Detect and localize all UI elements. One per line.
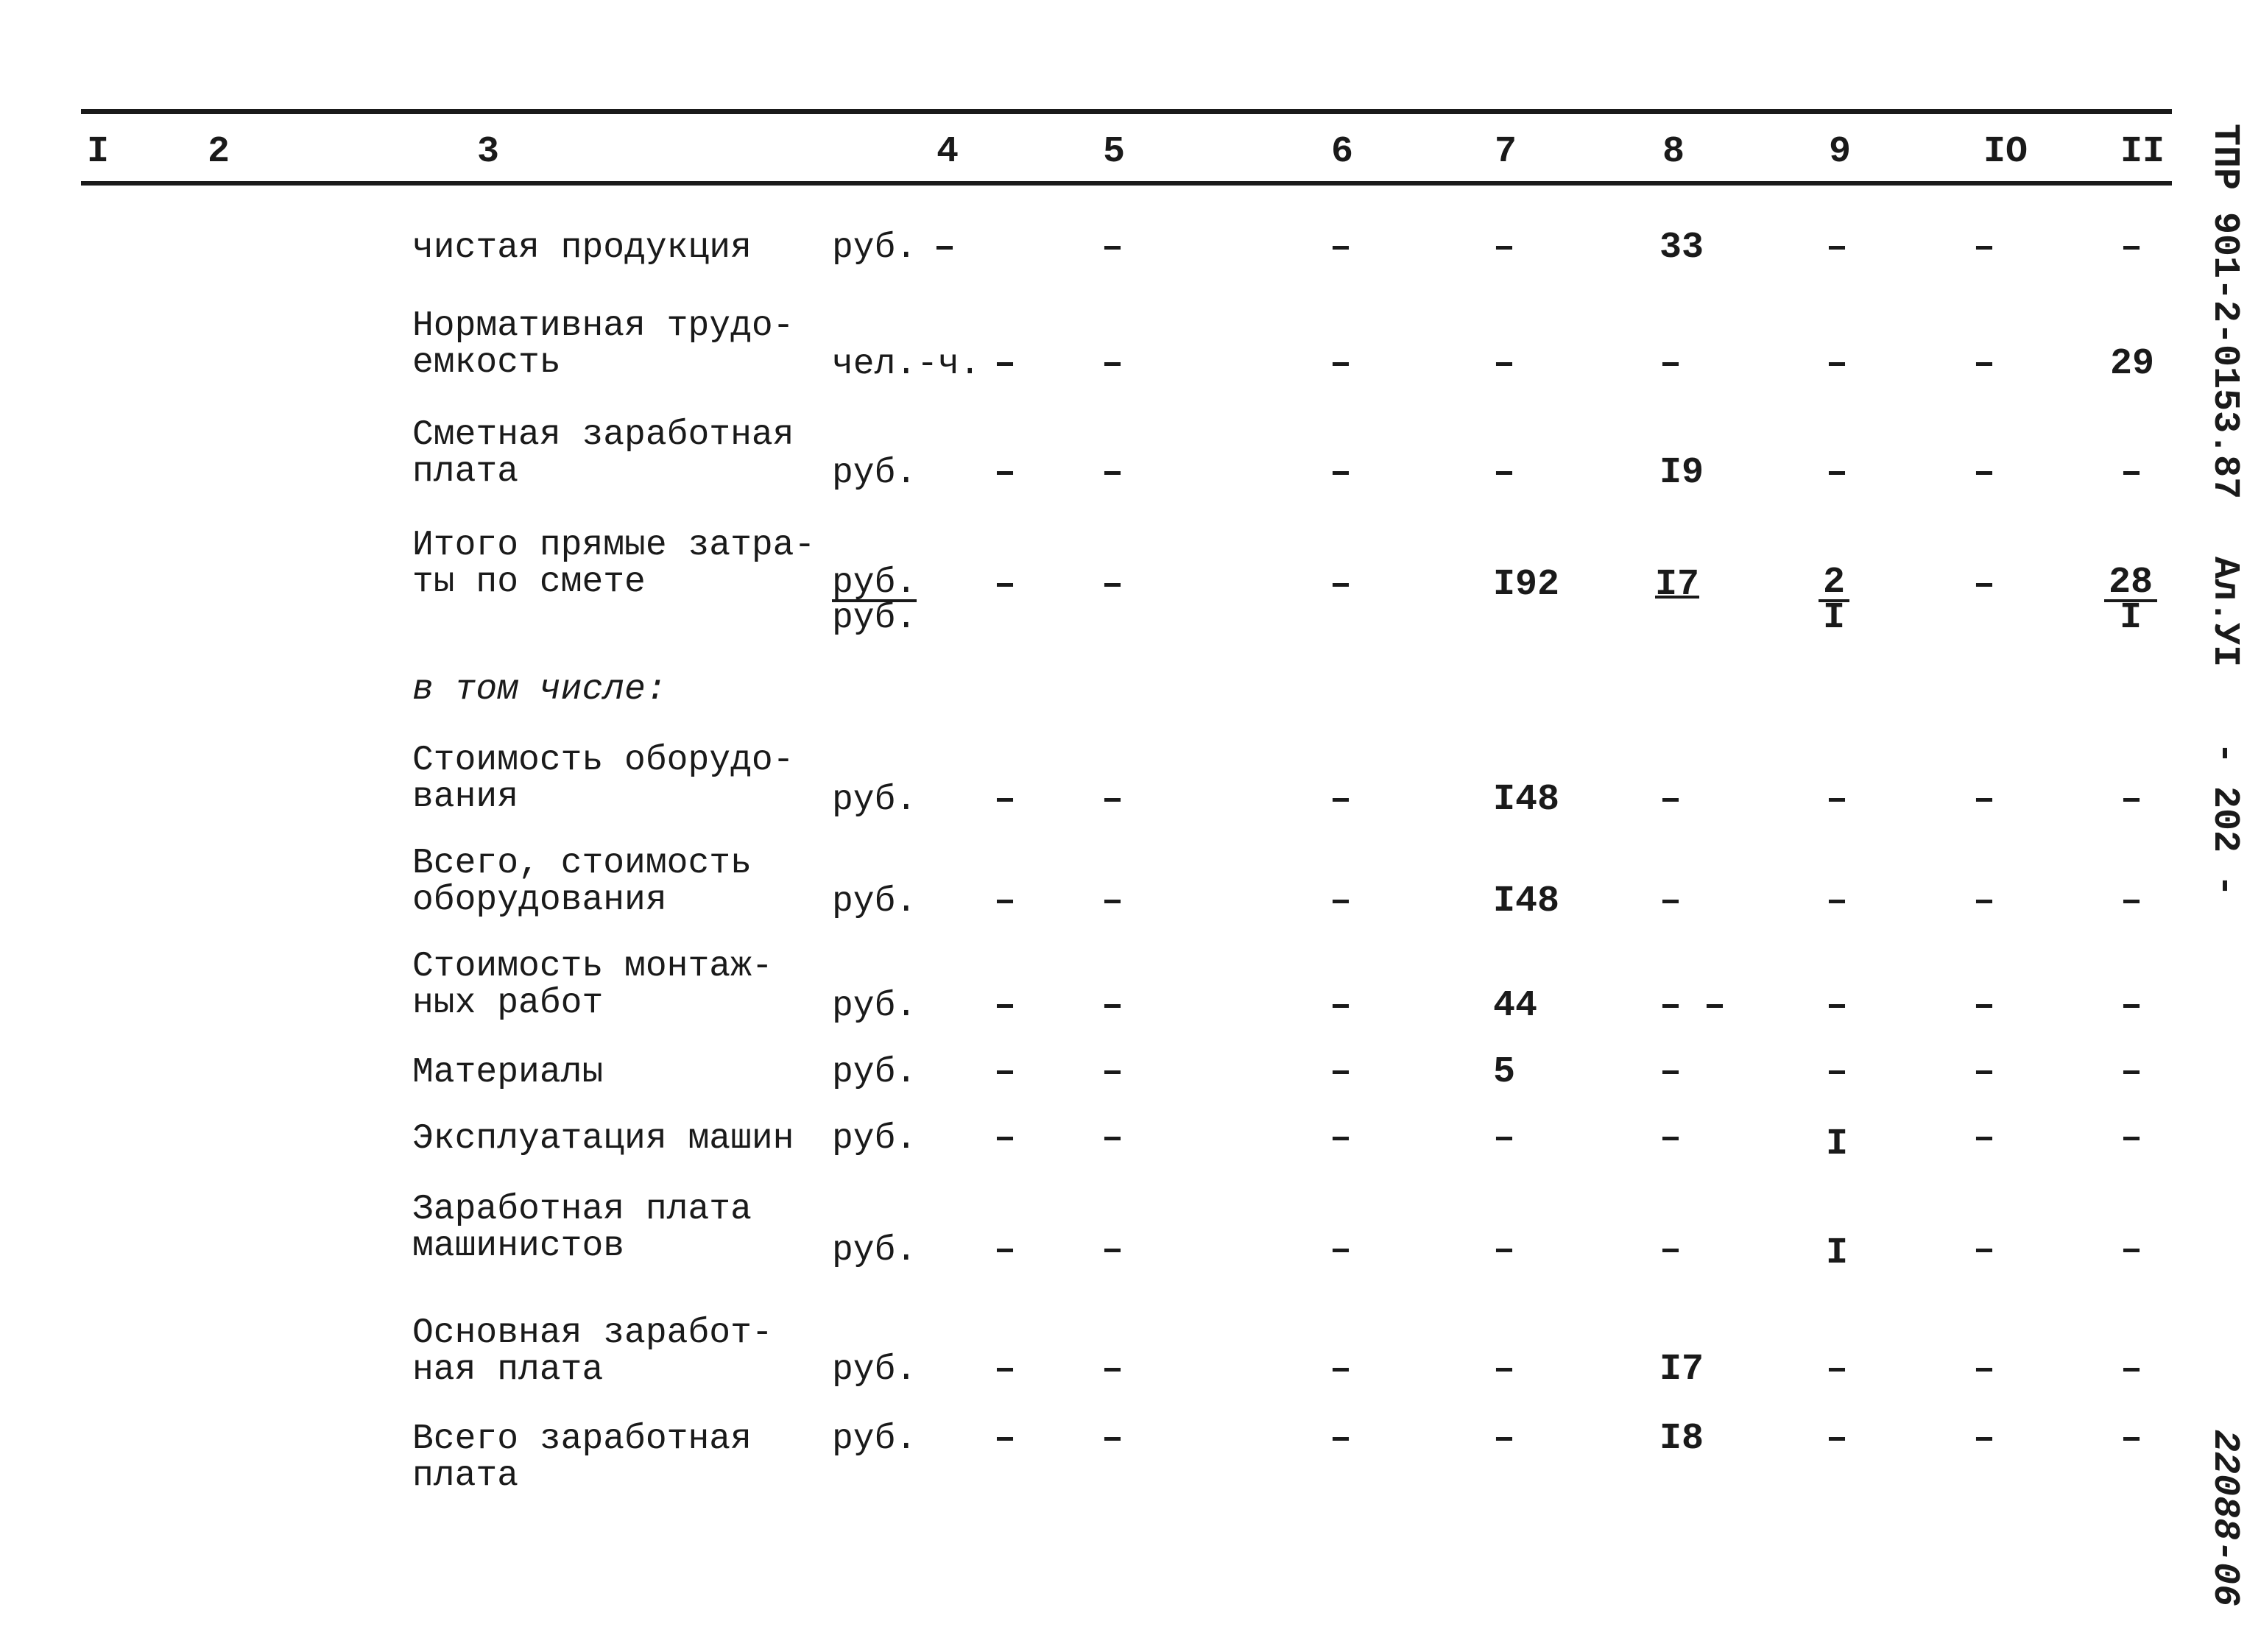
- cell-col-7: I92: [1493, 564, 1560, 606]
- cell-col-10: –: [1973, 564, 1996, 606]
- cell-col-9: –: [1826, 880, 1849, 922]
- cell-col-10: –: [1973, 1118, 1996, 1159]
- cell-col-11: [2104, 562, 2157, 639]
- row-label: Нормативная трудо- емкость: [412, 306, 794, 383]
- cell-col-8: –: [1659, 1118, 1682, 1159]
- cell-col-11: –: [2120, 452, 2143, 494]
- row-label: Материалы: [412, 1053, 604, 1092]
- cell-col-9: –: [1826, 1349, 1849, 1391]
- cell-col-7: –: [1493, 1229, 1516, 1271]
- cell-col-4: –: [994, 880, 1017, 922]
- cell-col-8: –: [1659, 343, 1682, 385]
- page-number: - 202 -: [2204, 742, 2246, 897]
- cell-col-9: –: [1826, 779, 1849, 821]
- cell-col-7: I48: [1493, 779, 1560, 821]
- column-header-11: II: [2120, 131, 2165, 173]
- cell-col-6: –: [1330, 1051, 1352, 1093]
- column-header-7: 7: [1495, 131, 1517, 173]
- row-label: Заработная плата машинистов: [412, 1190, 752, 1266]
- row-unit: руб.: [832, 228, 917, 268]
- cell-col-8: –: [1659, 880, 1682, 922]
- cell-col-5: –: [1101, 564, 1124, 606]
- cell-col-4: –: [994, 1051, 1017, 1093]
- cell-col-8: – –: [1659, 985, 1726, 1027]
- cell-denominator: I: [1823, 597, 1846, 639]
- cell-col-7: I48: [1493, 880, 1560, 922]
- cell-col-8: I8: [1659, 1418, 1704, 1460]
- archive-stamp: 22088-06: [2204, 1430, 2246, 1607]
- cell-col-11: –: [2120, 1118, 2143, 1159]
- cell-col-8: –: [1659, 1051, 1682, 1093]
- cell-numerator: 2: [1819, 567, 1849, 602]
- cell-col-4: –: [994, 1418, 1017, 1460]
- cell-denominator: I: [2120, 597, 2142, 639]
- album-number: Ал.УI: [2204, 557, 2246, 668]
- cell-col-6: –: [1330, 343, 1352, 385]
- row-unit: [832, 563, 917, 638]
- cell-col-5: –: [1101, 343, 1124, 385]
- cell-col-9: I: [1826, 1232, 1849, 1274]
- column-header-3: 3: [477, 131, 500, 173]
- row-label: в том числе:: [412, 670, 667, 710]
- column-header-1: I: [87, 131, 110, 173]
- cell-col-6: –: [1330, 1349, 1352, 1391]
- row-unit: руб.: [832, 1350, 917, 1390]
- cell-col-9: –: [1826, 343, 1849, 385]
- cell-col-4: –: [934, 227, 956, 269]
- cell-col-6: –: [1330, 227, 1352, 269]
- row-label: чистая продукция: [412, 228, 752, 268]
- cell-col-11: –: [2120, 985, 2143, 1027]
- cell-col-11: –: [2120, 779, 2143, 821]
- cell-col-8: 33: [1659, 227, 1704, 269]
- cell-col-7: –: [1493, 1118, 1516, 1159]
- cell-col-8: I7: [1655, 564, 1700, 606]
- cell-col-9: I: [1826, 1123, 1849, 1165]
- cell-col-6: –: [1330, 880, 1352, 922]
- cell-col-11: –: [2120, 1418, 2143, 1460]
- row-label: Эксплуатация машин: [412, 1119, 794, 1159]
- row-unit: чел.-ч.: [832, 345, 981, 384]
- cell-col-5: –: [1101, 1051, 1124, 1093]
- column-header-10: IO: [1983, 131, 2028, 173]
- column-header-9: 9: [1829, 131, 1852, 173]
- cell-col-6: –: [1330, 1118, 1352, 1159]
- cell-col-5: –: [1101, 1349, 1124, 1391]
- cell-col-7: –: [1493, 1418, 1516, 1460]
- cell-col-8: –: [1659, 779, 1682, 821]
- cell-col-10: –: [1973, 227, 1996, 269]
- cell-col-5: –: [1101, 1229, 1124, 1271]
- column-header-4: 4: [937, 131, 959, 173]
- cell-col-10: –: [1973, 1229, 1996, 1271]
- unit-denominator: руб.: [832, 599, 917, 638]
- cell-col-4: –: [994, 564, 1017, 606]
- cell-col-5: –: [1101, 880, 1124, 922]
- cell-col-4: –: [994, 1229, 1017, 1271]
- cell-col-10: –: [1973, 1051, 1996, 1093]
- header-top-rule: [81, 109, 2172, 114]
- cell-col-8: –: [1659, 1229, 1682, 1271]
- cell-col-11: –: [2120, 880, 2143, 922]
- row-unit: руб.: [832, 986, 917, 1026]
- cell-col-9: –: [1826, 452, 1849, 494]
- cell-col-4: –: [994, 1349, 1017, 1391]
- cell-col-10: –: [1973, 452, 1996, 494]
- row-unit: руб.: [832, 1053, 917, 1092]
- cell-col-11: –: [2120, 1229, 2143, 1271]
- row-label: Итого прямые затра- ты по смете: [412, 526, 816, 602]
- cell-col-5: –: [1101, 779, 1124, 821]
- cell-col-7: 5: [1493, 1051, 1516, 1093]
- cell-col-5: –: [1101, 1118, 1124, 1159]
- cell-col-10: –: [1973, 1418, 1996, 1460]
- unit-numerator: руб.: [832, 563, 917, 603]
- row-unit: руб.: [832, 882, 917, 922]
- cell-col-7: 44: [1493, 985, 1538, 1027]
- cell-col-10: –: [1973, 779, 1996, 821]
- cell-col-6: –: [1330, 452, 1352, 494]
- cell-col-6: –: [1330, 985, 1352, 1027]
- column-header-6: 6: [1331, 131, 1354, 173]
- row-unit: руб.: [832, 1231, 917, 1271]
- cell-col-4: –: [994, 1118, 1017, 1159]
- cell-col-4: –: [994, 343, 1017, 385]
- cell-col-5: –: [1101, 452, 1124, 494]
- cell-col-6: –: [1330, 779, 1352, 821]
- column-header-5: 5: [1103, 131, 1126, 173]
- cell-col-4: –: [994, 452, 1017, 494]
- cell-col-9: –: [1826, 985, 1849, 1027]
- header-bottom-rule: [81, 181, 2172, 186]
- row-label: Стоимость оборудо- вания: [412, 741, 794, 817]
- cell-col-7: –: [1493, 1349, 1516, 1391]
- cell-col-11: 29: [2110, 343, 2155, 385]
- cell-col-10: –: [1973, 880, 1996, 922]
- row-label: Основная заработ- ная плата: [412, 1313, 773, 1390]
- cell-col-6: –: [1330, 1418, 1352, 1460]
- cell-col-4: –: [994, 779, 1017, 821]
- cell-col-5: –: [1101, 1418, 1124, 1460]
- row-unit: руб.: [832, 780, 917, 820]
- column-header-2: 2: [208, 131, 230, 173]
- cell-col-6: –: [1330, 564, 1352, 606]
- cell-col-5: –: [1101, 227, 1124, 269]
- cell-col-7: –: [1493, 227, 1516, 269]
- cell-col-7: –: [1493, 452, 1516, 494]
- cell-col-11: –: [2120, 227, 2143, 269]
- cell-col-6: –: [1330, 1229, 1352, 1271]
- cell-col-9: –: [1826, 1051, 1849, 1093]
- cell-numerator: 28: [2104, 567, 2157, 602]
- cell-col-9: –: [1826, 1418, 1849, 1460]
- cell-col-11: –: [2120, 1051, 2143, 1093]
- cell-col-9: –: [1826, 227, 1849, 269]
- cell-col-10: –: [1973, 985, 1996, 1027]
- row-unit: руб.: [832, 453, 917, 493]
- row-label: Всего, стоимость оборудования: [412, 844, 752, 920]
- row-label: Сметная заработная плата: [412, 415, 794, 492]
- cell-col-10: –: [1973, 343, 1996, 385]
- cell-col-7: –: [1493, 343, 1516, 385]
- row-unit: руб.: [832, 1119, 917, 1159]
- row-label: Всего заработная плата: [412, 1419, 752, 1496]
- cell-col-5: –: [1101, 985, 1124, 1027]
- row-unit: руб.: [832, 1419, 917, 1459]
- cell-col-8: I9: [1659, 452, 1704, 494]
- cell-col-4: –: [994, 985, 1017, 1027]
- cell-col-9: [1819, 562, 1849, 639]
- cell-col-10: –: [1973, 1349, 1996, 1391]
- column-header-8: 8: [1662, 131, 1685, 173]
- cell-col-8: I7: [1659, 1349, 1704, 1391]
- document-code: ТПР 901-2-0153.87: [2204, 124, 2246, 500]
- row-label: Стоимость монтаж- ных работ: [412, 947, 773, 1023]
- cell-col-11: –: [2120, 1349, 2143, 1391]
